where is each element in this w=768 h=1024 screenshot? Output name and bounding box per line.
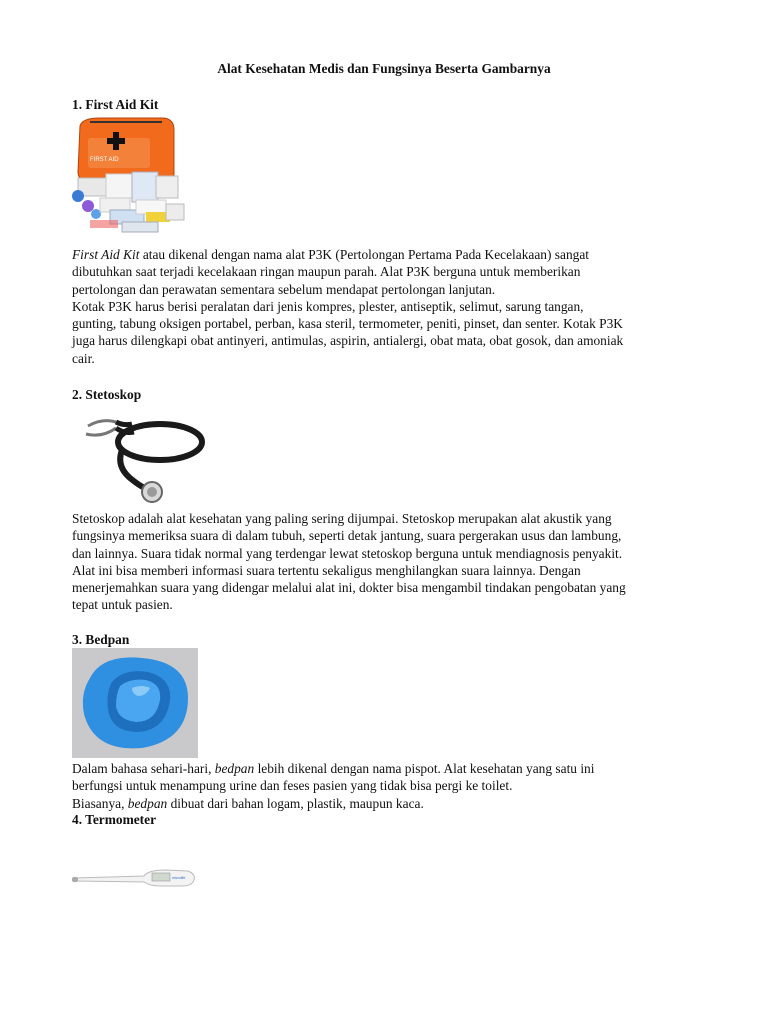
- first-aid-kit-image: [70, 116, 194, 244]
- page-title: Alat Kesehatan Medis dan Fungsinya Beserta Gambarnya: [217, 61, 551, 76]
- first-aid-kit-paragraph: First Aid Kit atau dikenal dengan nama alat P3K (Pertolongan Pertama Pada Kecelakaan) sangat dibutuhkan saat terjadi kecelakaan ringan maupun parah. Alat P3K berguna untuk memberikan pertolongan dan perawatan sementara sebelum mendapat pertolongan lanjutan. Kotak P3K harus berisi peralatan dari jenis kompres, plester, antiseptik, selimut, sarung tangan, gunting, tabung oksigen portabel, perban, kasa steril, termometer, peniti, pinset, dan senter. Kotak P3K juga harus dilengkapi obat antinyeri, antimulas, aspirin, antialergi, obat mata, obat gosok, dan amoniak cair.: [72, 247, 624, 366]
- thermometer-brand: microlife: [172, 876, 186, 880]
- section-heading-termometer: 4. Termometer: [72, 812, 157, 827]
- stethoscope-paragraph: Stetoskop adalah alat kesehatan yang paling sering dijumpai. Stetoskop merupakan alat akustik yang fungsinya memeriksa suara di dalam tubuh, seperti detak jantung, suara pergerakan usus dan lambung, dan lainnya. Suara tidak normal yang terdengar lewat stetoskop berguna untuk mendiagnosis penyakit. Alat ini bisa memberi informasi suara tertentu sekaligus menghilangkan suara lainnya. Dengan menerjemahkan suara yang didengar melalui alat ini, dokter bisa mengambil tindakan pengobatan yang tepat untuk pasien.: [72, 511, 626, 613]
- kit-label: FIRST AID: [90, 157, 119, 163]
- section-heading-stetoskop: 2. Stetoskop: [72, 387, 142, 402]
- bedpan-image: [72, 648, 198, 758]
- section-heading-bedpan: 3. Bedpan: [72, 632, 130, 647]
- section-heading-first-aid-kit: 1. First Aid Kit: [72, 97, 159, 112]
- stethoscope-image: [72, 404, 212, 506]
- thermometer-image: [70, 858, 198, 894]
- bedpan-paragraph: Dalam bahasa sehari-hari, bedpan lebih dikenal dengan nama pispot. Alat kesehatan yang satu ini berfungsi untuk menampung urine dan feses pasien yang tidak bisa pergi ke toilet. Biasanya, bedpan dibuat dari bahan logam, plastik, maupun kaca.: [72, 761, 595, 811]
- first-aid-kit-italic: First Aid Kit: [72, 247, 140, 262]
